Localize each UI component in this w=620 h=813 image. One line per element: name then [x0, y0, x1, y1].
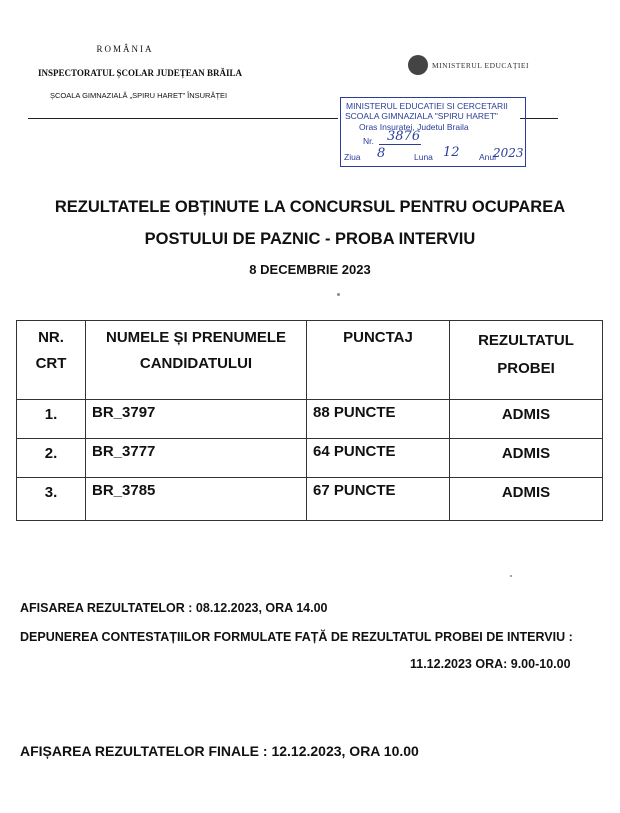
final-results-info: AFIȘAREA REZULTATELOR FINALE : 12.12.2023, ORA 10.00: [20, 743, 419, 759]
header-school: ȘCOALA GIMNAZIALĂ „SPIRU HARET” ÎNSURĂȚEI: [50, 91, 228, 100]
table-row: [17, 439, 603, 478]
stamp-nr-underline: [379, 144, 421, 145]
appeals-info: DEPUNEREA CONTESTAȚIILOR FORMULATE FAȚĂ DE REZULTATUL PROBEI DE INTERVIU :: [20, 630, 573, 644]
stamp-ziua-label: Ziua: [344, 152, 361, 162]
row-score: 64 PUNCTE: [307, 439, 450, 478]
stamp-line-school: SCOALA GIMNAZIALA "SPIRU HARET": [345, 111, 498, 121]
row-nr: 2.: [17, 439, 86, 478]
header-nr-line1: NR.: [38, 329, 64, 346]
stamp-luna-label: Luna: [414, 152, 433, 162]
header-divider: [28, 118, 338, 119]
stamp-line-city: Oras Insuratei, Judetul Braila: [359, 122, 469, 132]
row-result: ADMIS: [450, 400, 603, 439]
header-result-line2: PROBEI: [497, 360, 555, 377]
header-name: [86, 321, 307, 400]
header-nr-line2: CRT: [35, 355, 67, 372]
header-name-line2: CANDIDATULUI: [139, 355, 253, 372]
header-result-line1: REZULTATUL: [478, 332, 574, 349]
ministry-name: MINISTERUL EDUCAȚIEI: [432, 61, 530, 70]
table-header-row: [17, 321, 603, 400]
header-inspectorate: INSPECTORATUL ȘCOLAR JUDEȚEAN BRĂILA: [38, 68, 242, 78]
row-candidate: BR_3785: [86, 478, 307, 521]
row-candidate: BR_3777: [86, 439, 307, 478]
row-result: ADMIS: [450, 439, 603, 478]
row-score: 67 PUNCTE: [307, 478, 450, 521]
registration-stamp: [340, 97, 526, 167]
stamp-nr-label: Nr.: [363, 136, 374, 146]
display-results-info: AFISAREA REZULTATELOR : 08.12.2023, ORA 14.00: [20, 601, 328, 615]
row-result: ADMIS: [450, 478, 603, 521]
row-nr: 3.: [17, 478, 86, 521]
header-result: [450, 321, 603, 400]
appeals-time: 11.12.2023 ORA: 9.00-10.00: [410, 657, 571, 671]
table-row: [17, 400, 603, 439]
document-title-line2: POSTULUI DE PAZNIC - PROBA INTERVIU: [144, 230, 476, 248]
stamp-nr-value: 3876: [387, 129, 421, 144]
row-nr: 1.: [17, 400, 86, 439]
header-score: PUNCTAJ: [307, 321, 450, 400]
row-candidate: BR_3797: [86, 400, 307, 439]
results-table: [16, 320, 603, 521]
header-country: ROMÂNIA: [96, 44, 154, 54]
row-score: 88 PUNCTE: [307, 400, 450, 439]
ministry-crest-icon: [408, 55, 428, 75]
header-nr: [17, 321, 86, 400]
document-date: 8 DECEMBRIE 2023: [249, 262, 371, 277]
document-title-line1: REZULTATELE OBȚINUTE LA CONCURSUL PENTRU OCUPAREA: [54, 198, 566, 216]
stamp-luna-value: 12: [443, 145, 460, 160]
paper-speck: [510, 575, 512, 577]
stamp-anul-label: Anul: [479, 152, 497, 162]
stamp-line-ministry: MINISTERUL EDUCATIEI SI CERCETARII: [346, 101, 508, 111]
table-row: [17, 478, 603, 521]
paper-speck: [337, 293, 340, 296]
stamp-ziua-value: 8: [377, 146, 386, 161]
stamp-anul-value: 2023: [493, 146, 524, 160]
header-name-line1: NUMELE ȘI PRENUMELE: [105, 329, 286, 346]
